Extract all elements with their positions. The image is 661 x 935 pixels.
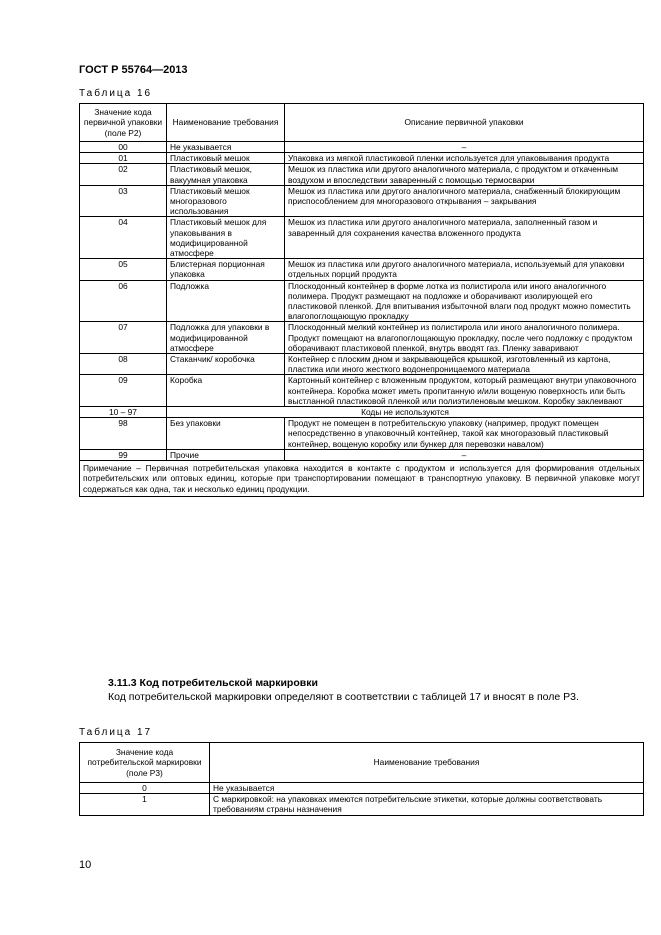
row-desc: Продукт не помещен в потребительскую упаковку (например, продукт помещен непосредственно в упаковочный контейнер, такой как многоразовый пластиковый контейнер, вощеную коробку или бункер для перевозки навалом): [285, 418, 644, 450]
table-row: [80, 185, 644, 217]
row-code: 03: [80, 185, 167, 217]
table-row: [80, 794, 644, 815]
row-code: 99: [80, 449, 167, 460]
row-desc: Упаковка из мягкой пластиковой пленки используется для упаковывания продукта: [285, 153, 644, 164]
row-code: 98: [80, 418, 167, 450]
row-desc: Плоскодонный мелкий контейнер из полистирола или иного аналогичного полимера. Продукт помещают на влагопоглощающую прокладку, после чего подложку с продуктом оборачивают пластиковой пленкой, внутрь вводят газ. Пленку заваривают: [285, 322, 644, 354]
row-code: 02: [80, 164, 167, 185]
range-code: 10 – 97: [80, 407, 167, 418]
table-row: [80, 375, 644, 407]
table-16: [79, 103, 644, 497]
table-row: [80, 164, 644, 185]
table16-header-name: Наименование требования: [167, 104, 285, 142]
row-name: Подложка для упаковки в модифицированной атмосфере: [167, 322, 285, 354]
row-desc: Мешок из пластика или другого аналогичного материала, используемый для упаковки отдельных порций продукта: [285, 259, 644, 280]
row-code: 06: [80, 280, 167, 322]
row-name: Коробка: [167, 375, 285, 407]
table-row: [80, 783, 644, 794]
row-desc: –: [285, 449, 644, 460]
row-code: 08: [80, 354, 167, 375]
table-row: [80, 322, 644, 354]
row-name: Пластиковый мешок многоразового использования: [167, 185, 285, 217]
table-row: [80, 354, 644, 375]
row-code: 04: [80, 217, 167, 259]
row-desc: Мешок из пластика или другого аналогичного материала, с продуктом и откаченным воздухом и впоследствии заваренный с помощью термосварки: [285, 164, 644, 185]
row-code: 1: [80, 794, 210, 815]
row-desc: Картонный контейнер с вложенным продуктом, который размещают внутри упаковочного контейнера. Коробка может иметь пропитанную и/или вощеную поверхность или быть выстланной пластиковой пленкой или полиэтиленовым мешком. Коробку заклеивают: [285, 375, 644, 407]
table17-header-code: Значение кода потребительской маркировки (поле Р3): [80, 743, 210, 783]
row-code: 00: [80, 142, 167, 153]
table16-caption: Таблица 16: [79, 88, 153, 99]
table-row: [80, 449, 644, 460]
row-name: Не указывается: [167, 142, 285, 153]
row-name: Прочие: [167, 449, 285, 460]
row-code: 01: [80, 153, 167, 164]
row-name: Пластиковый мешок для упаковывания в модифицированной атмосфере: [167, 217, 285, 259]
page-number: 10: [79, 859, 92, 871]
table-row: [80, 280, 644, 322]
row-name: Блистерная порционная упаковка: [167, 259, 285, 280]
table17-header-name: Наименование требования: [210, 743, 644, 783]
row-desc: Контейнер с плоским дном и закрывающейся крышкой, изготовленный из картона, пластика или иного жесткого водонепроницаемого материала: [285, 354, 644, 375]
row-code: 09: [80, 375, 167, 407]
table-note-row: [80, 461, 644, 497]
table-row: [80, 153, 644, 164]
row-desc: –: [285, 142, 644, 153]
table-row: [80, 418, 644, 450]
table-row: [80, 142, 644, 153]
row-code: 05: [80, 259, 167, 280]
row-name: Пластиковый мешок: [167, 153, 285, 164]
row-name: Пластиковый мешок, вакуумная упаковка: [167, 164, 285, 185]
table16-header-desc: Описание первичной упаковки: [285, 104, 644, 142]
section-heading: 3.11.3 Код потребительской маркировки: [108, 677, 318, 689]
table-row-range: [80, 407, 644, 418]
row-name: С маркировкой: на упаковках имеются потребительские этикетки, которые должны соответствовать требованиям страны назначения: [210, 794, 644, 815]
row-code: 07: [80, 322, 167, 354]
section-paragraph: Код потребительской маркировки определяют в соответствии с таблицей 17 и вносят в поле Р3.: [108, 691, 579, 703]
table-row: [80, 217, 644, 259]
row-name: Не указывается: [210, 783, 644, 794]
row-name: Без упаковки: [167, 418, 285, 450]
range-text: Коды не используются: [167, 407, 644, 418]
row-code: 0: [80, 783, 210, 794]
row-desc: Мешок из пластика или другого аналогичного материала, снабженный блокирующим приспособлением для многоразового открывания – закрывания: [285, 185, 644, 217]
table-row: [80, 259, 644, 280]
row-name: Стаканчик/ коробочка: [167, 354, 285, 375]
row-name: Подложка: [167, 280, 285, 322]
table16-header-code: Значение кода первичной упаковки (поле Р2): [80, 104, 167, 142]
table-17: [79, 742, 644, 816]
table17-caption: Таблица 17: [79, 727, 153, 738]
table16-note: Примечание – Первичная потребительская упаковка находится в контакте с продуктом и используется для формирования отдельных потребительских или оптовых единиц, которые при транспортировании помещают в транспортную упаковку. В первичной упаковке могут содержаться как одна, так и несколько единиц продукции.: [80, 461, 644, 497]
row-desc: Плоскодонный контейнер в форме лотка из полистирола или иного аналогичного полимера. Продукт размещают на подложке и оборачивают изолирующей его пластиковой пленкой. Для впитывания избыточной влаги под продукт можно поместить влагопоглощающую прокладку: [285, 280, 644, 322]
document-header: ГОСТ Р 55764—2013: [79, 64, 188, 76]
row-desc: Мешок из пластика или другого аналогичного материала, заполненный газом и заваренный для сохранения качества вложенного продукта: [285, 217, 644, 259]
